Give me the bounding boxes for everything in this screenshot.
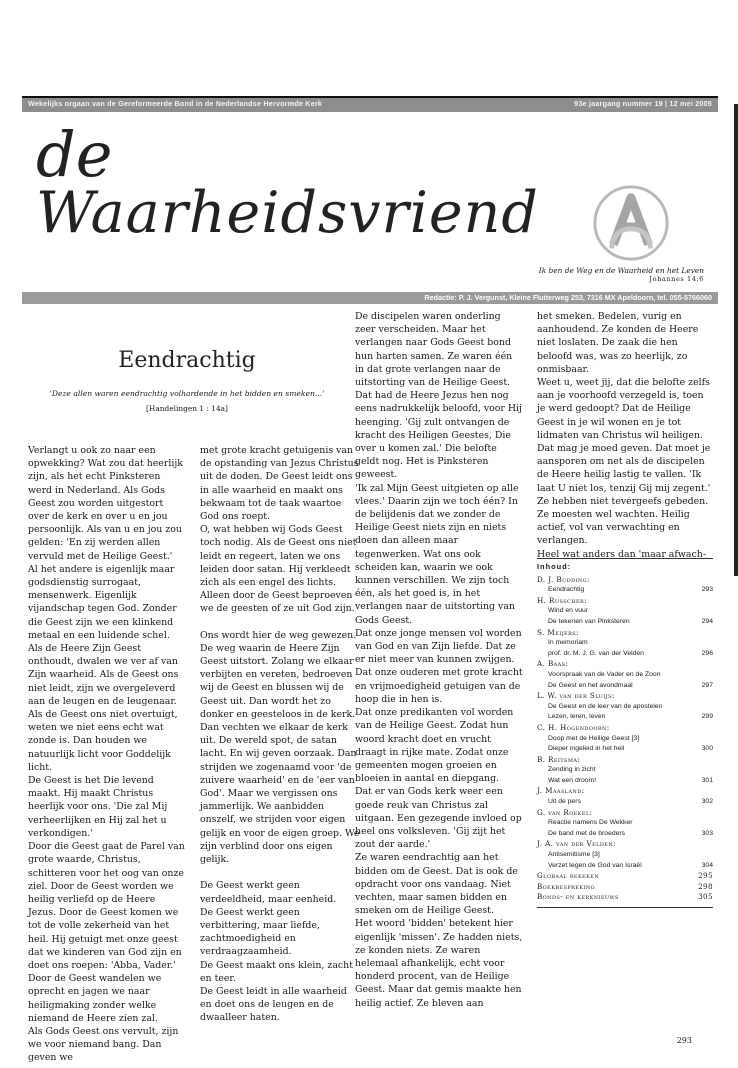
toc-entry — [537, 617, 713, 628]
paragraph: Heel wat anders dan 'maar afwach- — [537, 548, 706, 560]
column-3 — [355, 310, 523, 1010]
toc-section-title: Boekbespreking — [537, 881, 595, 891]
paragraph: Dat onze ouderen met grote kracht en vrijmoedigheid getuigen van de hoop die in hen is. — [355, 667, 523, 705]
paragraph: De Geest leidt in alle waarheid en doet ons de leugen en de dwaalleer haten. — [200, 985, 347, 1024]
paragraph: Door die Geest gaat de Parel van grote waarde, Christus, schitteren voor het oog van onze ziel. Door de Geest worden we heilig verliefd op de Heere Jezus. Door de Geest komen we tot de volle zekerheid van het heil. Hij getuigt met onze geest dat we kinderen van God zijn en doet ons roepen: 'Abba, Vader.' — [28, 841, 185, 971]
toc-author: C. H. Hogendoorn: — [537, 722, 610, 732]
header-bar — [22, 96, 718, 112]
toc-author: J. A. van der Velden: — [537, 839, 616, 849]
paragraph: Al het andere is eigenlijk maar godsdienstig surrogaat, mensenwerk. Eigenlijk vijandschap tegen God. Zonder die Geest zijn we een klinkend metaal en een luidende schel. Als de Heere Zijn Geest onthoudt, dwalen we ver af van Zijn waarheid. Als de Geest ons niet leidt, zijn we overgeleverd aan de leugen en de leugenaar. Als de Geest ons niet overtuigt, weten we niet eens echt wat zonde is. Dan houden we natuurlijk licht voor Goddelijk licht. — [28, 563, 179, 773]
toc-section-page: 295 — [698, 871, 713, 881]
toc-entry-page: 304 — [701, 861, 713, 869]
toc-entry-page: 297 — [701, 681, 713, 689]
header-org: Wekelijks orgaan van de Gereformeerde Bond in de Nederlandse Hervormde Kerk — [28, 99, 323, 108]
toc-section — [537, 892, 713, 903]
toc-entry-title: Verzet tegen de God van Israël — [548, 861, 642, 869]
toc-entry-title: Antisemitisme [3] — [548, 851, 600, 859]
toc-section-title: Bonds- en kerknieuws — [537, 892, 619, 902]
toc-entry-title: Uit de pers — [548, 798, 581, 806]
toc-entry — [537, 850, 713, 861]
toc-entry — [537, 818, 713, 829]
toc-entry — [537, 702, 713, 713]
divider — [537, 907, 713, 908]
table-of-contents — [537, 558, 713, 908]
toc-entry-title: Reactie namens De Wekker — [548, 819, 633, 827]
toc-section — [537, 871, 713, 882]
toc-author: D. J. Budding: — [537, 574, 590, 584]
column-4 — [537, 310, 713, 561]
newspaper-page — [22, 96, 718, 1064]
toc-entry-title: De band met de broeders — [548, 829, 626, 837]
toc-entry — [537, 734, 713, 745]
toc-entry — [537, 681, 713, 692]
editor-bar — [22, 292, 718, 304]
toc-entry-title: Doop met de Heilige Geest [3] — [548, 734, 640, 742]
paragraph: Dat er van Gods kerk weer een goede reuk van Christus zal uitgaan. Een gezegende invloed op heel ons volksleven. 'Gij zijt het zout der aarde.' — [355, 786, 522, 851]
paragraph: Ze hebben niet tevergeefs gebeden. Ze moesten wel wachten. Heilig actief, vol van verwachting en verlangen. — [537, 495, 709, 547]
toc-entry-title: Lezen, leren, leven — [548, 713, 606, 721]
paragraph: De Geest werkt geen verdeeldheid, maar eenheid. — [200, 880, 337, 905]
paragraph: het smeken. Bedelen, vurig en aanhoudend. Ze konden de Heere niet loslaten. De zaak die hen beloofd was, was zo heerlijk, zo onmisbaar. — [537, 311, 699, 375]
page-edge — [734, 104, 738, 576]
editor-address: Redactie: P. J. Vergunst, Kleine Fluiterweg 253, 7316 MX Apeldoorn, tel. 055-5766060 — [424, 293, 712, 302]
toc-entry — [537, 776, 713, 787]
toc-entry-page: 303 — [701, 829, 713, 837]
toc-entry — [537, 861, 713, 872]
paragraph: Dat onze predikanten vol worden van de Heilige Geest. Zodat hun woord kracht doet en vrucht draagt in rijke mate. Zodat onze gemeenten mogen groeien en bloeien in aantal en diepgang. — [355, 707, 514, 785]
header-issue: 93e jaargang nummer 19 | 12 mei 2005 — [574, 99, 712, 108]
paragraph: Ons wordt hier de weg gewezen. De weg waarin de Heere Zijn Geest uitstort. Zolang we elkaar verbijten en vereten, bedroeven wij de Geest en blussen wij de Geest uit. Dan wordt het zo donker en geesteloos in de kerk. Dan vechten we elkaar de kerk uit. De wereld spot, de satan lacht. En wij geven oorzaak. Dan strijden we zogenaamd voor 'de zuivere waarheid' en de 'eer van God'. Maar we vergissen ons jammerlijk. We aanbidden onszelf, we strijden voor eigen gelijk en voor de eigen groep. We zijn verblind door ons eigen gelijk. — [200, 629, 360, 866]
paragraph: Verlangt u ook zo naar een opwekking? Wat zou dat heerlijk zijn, als het echt Pinksteren werd in Nederland. Als Gods Geest zou worden uitgestort over de kerk en over u en jou persoonlijk. Als van u en jou zou gelden: 'En zij werden allen vervuld met de Heilige Geest.' — [28, 445, 183, 562]
paragraph: Het woord 'bidden' betekent hier eigenlijk 'missen'. Ze hadden niets, ze konden niets. Ze waren helemaal afhankelijk, echt voor honderd procent, van de Heilige Geest. Maar dat gemis maakte hen heilig actief. Ze bleven aan — [355, 918, 523, 1009]
toc-entry-title: Dieper ingeleid in het heil — [548, 745, 625, 753]
toc-author: J. Maasland: — [537, 786, 585, 796]
toc-entry-page: 302 — [701, 798, 713, 806]
toc-entry — [537, 649, 713, 660]
toc-section — [537, 882, 713, 893]
toc-section-page: 298 — [698, 881, 713, 891]
toc-section-title: Globaal bekeken — [537, 871, 600, 881]
toc-heading: Inhoud: — [537, 562, 572, 571]
toc-entry-page: 299 — [701, 713, 713, 721]
paragraph: De Geest werkt geen verbittering, maar liefde, zachtmoedigheid en verdraagzaamheid. — [200, 906, 320, 958]
paragraph: Door de Geest wandelen we oprecht en jagen we naar heiligmaking zonder welke niemand de Heere zien zal. — [28, 973, 162, 1024]
motto-text: Ik ben de Weg en de Waarheid en het Leven — [538, 266, 704, 275]
toc-entry-page: 296 — [701, 649, 713, 657]
paragraph: Als Gods Geest ons vervult, zijn we voor niemand bang. Dan geven we — [28, 1025, 179, 1064]
toc-author: G. van Roekel: — [537, 807, 593, 817]
toc-entry-title: De Geest en het avondmaal — [548, 681, 633, 689]
toc-entry — [537, 670, 713, 681]
toc-entry — [537, 606, 713, 617]
toc-entry — [537, 744, 713, 755]
paragraph: Weet u, weet jij, dat die belofte zelfs aan je voorhoofd verzegeld is, toen je werd gedoopt? Dat de Heilige Geest in je wil wonen en je tot lidmaten van Christus wil heiligen. Dat mag je moed geven. Dat moet je aansporen om net als de discipelen de Heere heilig lastig te vallen. 'Ik laat U niet los, tenzij Gij mij zegent.' — [537, 377, 711, 494]
article-quote: 'Deze allen waren eendrachtig volhardende in het bidden en smeken...' — [49, 389, 325, 398]
toc-entry — [537, 829, 713, 840]
motto-ref: Johannes 14:6 — [649, 275, 704, 283]
toc-entry-title: De Geest en de leer van de apostelen — [548, 702, 663, 710]
toc-author: H. Russcher: — [537, 595, 588, 605]
toc-entry — [537, 712, 713, 723]
alpha-omega-icon — [592, 184, 670, 262]
toc-section-page: 305 — [698, 892, 713, 902]
toc-entry-title: Zending in zicht — [548, 766, 596, 774]
toc-author: B. Reitsma: — [537, 754, 581, 764]
paragraph: De Geest is het Die levend maakt. Hij maakt Christus heerlijk voor ons. 'Die zal Mij verheerlijken en Hij zal het u verkondigen.' — [28, 775, 168, 839]
toc-entry-title: Wind en vuur — [548, 607, 589, 615]
column-2 — [200, 444, 360, 1025]
toc-entry — [537, 638, 713, 649]
masthead-title: Waarheidsvriend — [36, 180, 539, 246]
toc-entry — [537, 585, 713, 596]
article-quote-ref: [Handelingen 1 : 14a] — [146, 404, 228, 413]
toc-author: S. Meijers: — [537, 627, 579, 637]
toc-entry-title: prof. dr. M. J. G. van der Velden — [548, 649, 644, 657]
toc-author: A. Baas: — [537, 659, 569, 669]
toc-entry-page: 293 — [701, 586, 713, 594]
toc-entry-page: 294 — [701, 617, 713, 625]
paragraph: Ze waren eendrachtig aan het bidden om de Geest. Dat is ook de opdracht voor ons vandaag. Niet vechten, maar samen bidden en smeken om de Heilige Geest. — [355, 852, 518, 917]
page-number: 293 — [676, 1036, 692, 1045]
paragraph: De Geest maakt ons klein, zacht en teer. — [200, 959, 353, 984]
paragraph: De discipelen waren onderling zeer verscheiden. Maar het verlangen naar Gods Geest bond hun harten samen. Ze waren één in dat grote verlangen naar de uitstorting van de Heilige Geest. Dat had de Heere Jezus hen nog eens nadrukkelijk beloofd, voor Hij heenging. 'Gij zult ontvangen de kracht des Heiligen Geestes, Die over u komen zal.' Die belofte geldt nog. Het is Pinksteren geweest. — [355, 311, 522, 481]
toc-entry-title: In memoriam — [548, 639, 588, 647]
toc-entry-title: Wat een droom! — [548, 776, 597, 784]
toc-entry-title: Eendrachtig — [548, 586, 585, 594]
paragraph: 'Ik zal Mijn Geest uitgieten op alle vlees.' Daarin zijn we toch één? In de belijdenis dat we zonder de Heilige Geest niets zijn en niets doen dan alleen maar tegenwerken. Wat ons ook scheiden kan, waarin we ook kunnen verschillen. We zijn toch één, als het goed is, in het verlangen naar de uitstorting van Gods Geest. — [355, 482, 519, 626]
toc-entry — [537, 765, 713, 776]
masthead-de: de — [36, 118, 113, 191]
article-title: Eendrachtig — [118, 348, 256, 373]
toc-entry-title: De tekenen van Pinksteren — [548, 617, 630, 625]
toc-author: L. W. van der Sluijs: — [537, 691, 615, 701]
paragraph: O, wat hebben wij Gods Geest toch nodig. Als de Geest ons niet leidt en regeert, laten we ons leiden door satan. Hij verkleedt zich als een engel des lichts. Alleen door de Geest beproeven we de geesten of ze uit God zijn. — [200, 524, 357, 615]
toc-entry-page: 300 — [701, 745, 713, 753]
column-1 — [28, 444, 186, 1065]
toc-entry-page: 301 — [701, 776, 713, 784]
paragraph: Dat onze jonge mensen vol worden van God en van Zijn liefde. Dat ze er niet meer van kunnen zwijgen. — [355, 627, 522, 666]
motto — [539, 266, 704, 284]
toc-entry — [537, 797, 713, 808]
divider — [537, 558, 713, 559]
paragraph: met grote kracht getuigenis van de opstanding van Jezus Christus uit de doden. De Geest leidt ons in alle waarheid en maakt ons bekwaam tot de taak waartoe God ons roept. — [200, 445, 359, 523]
toc-entry-title: Voorspraak van de Vader en de Zoon — [548, 670, 661, 678]
